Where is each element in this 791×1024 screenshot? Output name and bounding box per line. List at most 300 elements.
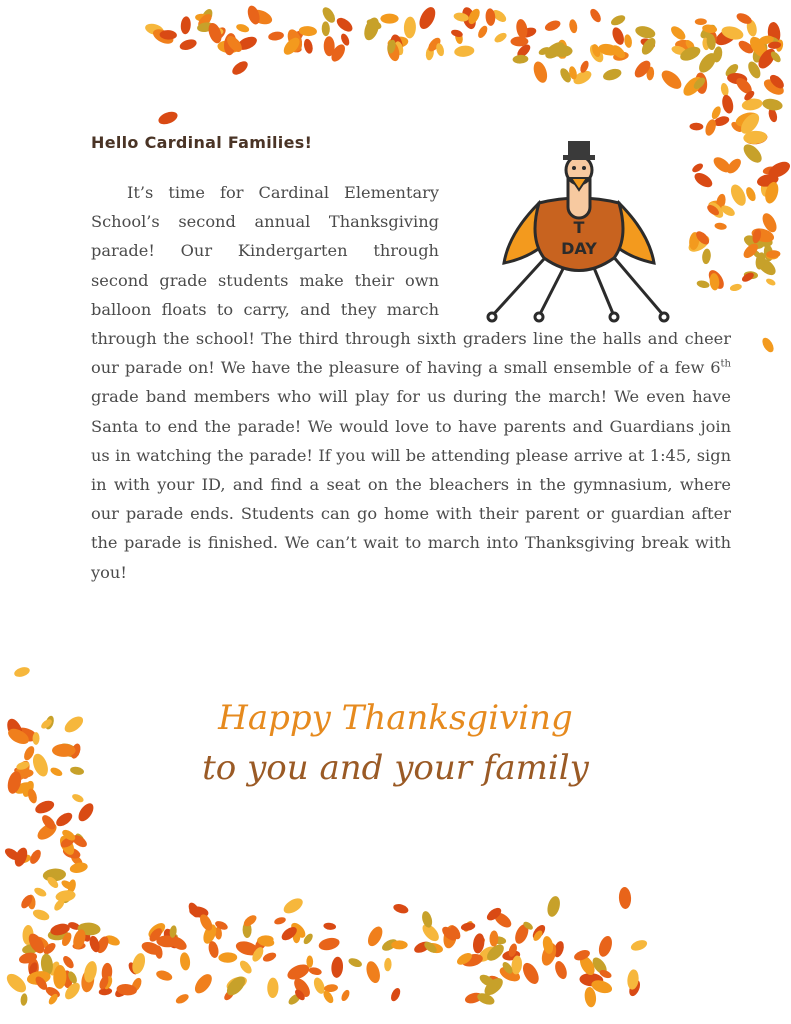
leaf-icon — [497, 964, 522, 984]
leaf-icon — [262, 951, 278, 964]
leaf-icon — [365, 924, 385, 948]
leaf-icon — [596, 934, 614, 958]
leaf-icon — [464, 991, 484, 1005]
leaf-icon — [487, 974, 504, 989]
leaf-icon — [501, 960, 515, 975]
leaf-icon — [238, 959, 254, 976]
leaf-icon — [709, 31, 717, 44]
leaf-icon — [291, 976, 313, 1000]
leaf-icon — [339, 32, 351, 47]
leaf-icon — [511, 955, 523, 975]
leaf-icon — [515, 42, 533, 59]
leaf-icon — [308, 966, 322, 976]
leaf-icon — [766, 159, 791, 181]
leaf-icon — [612, 51, 629, 62]
leaf-icon — [364, 960, 382, 985]
leaf-icon — [746, 60, 763, 81]
leaf-icon — [196, 12, 214, 30]
leaf-icon — [412, 939, 431, 955]
leaf-icon — [769, 50, 783, 64]
leaf-icon — [760, 336, 776, 354]
leaf-icon — [626, 969, 639, 990]
leaf-icon — [293, 929, 301, 943]
leaf-icon — [47, 928, 69, 941]
leaf-icon — [627, 978, 642, 997]
leaf-icon — [320, 5, 338, 25]
letter-body — [91, 178, 731, 587]
leaf-icon — [40, 953, 54, 976]
leaf-icon — [22, 925, 34, 945]
leaf-icon — [234, 939, 260, 958]
leaf-icon — [98, 987, 112, 996]
leaf-icon — [485, 905, 504, 922]
leaf-icon — [502, 949, 521, 961]
leaf-icon — [287, 992, 302, 1007]
leaf-icon — [21, 943, 40, 955]
leaf-icon — [294, 35, 302, 49]
leaf-icon — [13, 665, 31, 678]
leaf-icon — [165, 933, 178, 941]
leaf-icon — [698, 22, 718, 41]
leaf-icon — [77, 924, 93, 943]
leaf-icon — [67, 921, 81, 932]
leaf-icon — [26, 969, 52, 986]
leaf-icon — [4, 970, 30, 995]
leaf-icon — [26, 938, 36, 953]
leaf-icon — [380, 14, 398, 24]
leaf-icon — [692, 76, 707, 91]
leaf-icon — [199, 7, 215, 26]
leaf-icon — [167, 934, 189, 953]
closing-line-happy-thanksgiving: Happy Thanksgiving — [218, 698, 573, 738]
leaf-icon — [751, 228, 762, 244]
leaf-icon — [768, 41, 782, 49]
leaf-icon — [169, 925, 178, 938]
leaf-icon — [492, 910, 514, 931]
leaf-icon — [217, 40, 241, 54]
leaf-icon — [147, 926, 164, 944]
leaf-icon — [69, 853, 84, 868]
leaf-icon — [530, 923, 547, 941]
leaf-icon — [80, 969, 96, 993]
leaf-icon — [67, 879, 77, 894]
leaf-icon — [476, 991, 497, 1007]
leaf-icon — [545, 895, 562, 918]
leaf-icon — [116, 983, 137, 996]
leaf-icon — [420, 910, 433, 929]
leaf-icon — [744, 130, 768, 145]
leaf-icon — [579, 972, 604, 987]
leaf-icon — [384, 958, 392, 972]
leaf-icon — [28, 958, 39, 978]
turkey-label-t: T — [573, 218, 585, 237]
leaf-icon — [426, 36, 443, 54]
leaf-icon — [609, 13, 626, 27]
turkey-illustration — [439, 138, 731, 316]
leaf-icon — [44, 985, 62, 1000]
leaf-icon — [760, 211, 780, 235]
leaf-icon — [416, 5, 438, 32]
leaf-icon — [761, 97, 783, 112]
leaf-icon — [61, 888, 75, 905]
leaf-icon — [750, 226, 776, 245]
leaf-icon — [750, 39, 771, 64]
leaf-icon — [66, 970, 78, 985]
leaf-icon — [26, 788, 38, 805]
leaf-icon — [329, 42, 348, 64]
leaf-icon — [257, 935, 274, 945]
leaf-icon — [196, 21, 214, 33]
leaf-icon — [103, 933, 121, 947]
leaf-icon — [744, 186, 757, 203]
leaf-icon — [52, 897, 66, 912]
leaf-icon — [222, 988, 236, 1002]
leaf-icon — [279, 924, 299, 943]
leaf-icon — [47, 992, 60, 1006]
leaf-icon — [646, 66, 655, 80]
leaf-icon — [460, 6, 478, 31]
leaf-icon — [485, 8, 496, 26]
leaf-icon — [590, 978, 614, 995]
leaf-icon — [425, 46, 435, 61]
leaf-icon — [531, 60, 549, 85]
leaf-icon — [60, 828, 77, 843]
leaf-icon — [12, 846, 29, 869]
leaf-icon — [281, 35, 303, 58]
greeting-heading: Hello Cardinal Families! — [91, 133, 313, 152]
leaf-icon — [285, 961, 311, 982]
leaf-icon — [734, 110, 760, 129]
leaf-icon — [541, 935, 554, 955]
body-text-part1: It’s time for Cardinal Elementary School’s second annual Thanksgiving parade! Our Kindergarten through second grade students make their own balloon floats to carry, and they march through the school! The third through sixth graders line the halls and cheer our parade on! We have the pleasure of having a small ensemble of a few 6 — [91, 183, 731, 378]
leaf-icon — [179, 952, 191, 971]
leaf-icon — [248, 7, 274, 27]
leaf-icon — [440, 924, 459, 943]
leaf-icon — [639, 36, 658, 57]
body-text-part2: grade band members who will play for us during the march! We even have Santa to end the parade! We would love to have parents and Guardians join us in watching the parade! If you will be attending please arrive at 1:45, sign in with your ID, and find a seat on the bleachers in the gymnasium, where our parade ends. Students can go home with their parent or guardian after the parade is finished. We can’t wait to march into Thanksgiving break with you! — [91, 387, 731, 582]
leaf-icon — [53, 965, 67, 989]
leaf-icon — [235, 23, 250, 34]
leaf-icon — [454, 45, 475, 58]
leaf-icon — [476, 944, 498, 965]
leaf-icon — [751, 249, 762, 260]
leaf-icon — [744, 271, 759, 280]
leaf-icon — [230, 59, 250, 78]
leaf-icon — [740, 271, 755, 284]
leaf-icon — [552, 940, 566, 958]
leaf-icon — [102, 975, 113, 990]
leaf-icon — [712, 46, 724, 63]
leaf-icon — [195, 13, 210, 22]
leaf-icon — [610, 26, 626, 47]
leaf-icon — [289, 920, 308, 940]
leaf-icon — [127, 961, 140, 976]
leaf-icon — [281, 895, 305, 916]
leaf-icon — [775, 39, 784, 52]
leaf-icon — [435, 42, 445, 57]
leaf-icon — [689, 123, 703, 131]
leaf-icon — [95, 935, 111, 955]
leaf-icon — [19, 893, 34, 910]
leaf-icon — [543, 19, 561, 33]
leaf-icon — [287, 43, 302, 54]
leaf-icon — [246, 4, 262, 26]
leaf-icon — [553, 959, 569, 980]
leaf-icon — [685, 80, 700, 94]
leaf-icon — [178, 37, 198, 52]
leaf-icon — [59, 835, 76, 850]
leaf-icon — [713, 115, 731, 128]
leaf-icon — [391, 940, 408, 949]
leaf-icon — [721, 94, 735, 115]
leaf-icon — [425, 941, 444, 954]
leaf-icon — [729, 283, 742, 292]
leaf-icon — [45, 875, 60, 890]
leaf-icon — [703, 118, 717, 137]
leaf-icon — [389, 987, 402, 1003]
leaf-icon — [331, 956, 344, 978]
leaf-icon — [450, 28, 463, 38]
leaf-icon — [765, 277, 777, 287]
leaf-icon — [767, 21, 782, 45]
leaf-icon — [512, 922, 531, 945]
leaf-icon — [380, 937, 399, 953]
leaf-icon — [634, 24, 657, 40]
leaf-icon — [745, 19, 758, 38]
leaf-icon — [669, 24, 688, 43]
leaf-icon — [48, 960, 62, 977]
leaf-icon — [519, 26, 537, 40]
leaf-icon — [30, 976, 47, 985]
leaf-icon — [720, 82, 730, 97]
leaf-icon — [144, 22, 165, 37]
leaf-icon — [542, 39, 567, 62]
leaf-icon — [701, 26, 713, 43]
leaf-icon — [441, 924, 459, 950]
leaf-icon — [591, 43, 602, 58]
leaf-icon — [385, 40, 401, 63]
leaf-icon — [484, 941, 507, 963]
leaf-icon — [507, 943, 518, 958]
leaf-icon — [60, 878, 75, 891]
leaf-icon — [224, 33, 244, 54]
turkey-icon — [484, 138, 674, 328]
leaf-icon — [461, 952, 485, 969]
leaf-icon — [472, 933, 486, 955]
leaf-icon — [306, 955, 313, 967]
leaf-icon — [321, 989, 335, 1005]
leaf-icon — [766, 250, 781, 259]
leaf-icon — [140, 940, 163, 958]
leaf-icon — [466, 7, 482, 26]
leaf-icon — [159, 30, 177, 40]
leaf-icon — [571, 68, 593, 87]
leaf-icon — [538, 45, 552, 56]
leaf-icon — [61, 954, 76, 970]
leaf-icon — [188, 905, 209, 919]
leaf-icon — [713, 25, 740, 49]
leaf-icon — [573, 948, 592, 962]
leaf-icon — [192, 971, 216, 996]
leaf-icon — [54, 810, 75, 829]
leaf-icon — [696, 50, 719, 75]
leaf-icon — [273, 916, 286, 926]
leaf-icon — [743, 89, 756, 102]
leaf-icon — [364, 22, 378, 36]
leaf-icon — [471, 936, 486, 950]
leaf-icon — [551, 45, 573, 57]
leaf-icon — [678, 44, 702, 64]
leaf-icon — [27, 894, 37, 909]
leaf-icon — [62, 980, 83, 1002]
leaf-icon — [317, 936, 340, 952]
leaf-icon — [684, 38, 697, 52]
leaf-icon — [481, 975, 505, 998]
leaf-icon — [33, 974, 49, 991]
leaf-icon — [60, 931, 73, 947]
leaf-icon — [598, 968, 612, 979]
leaf-icon — [544, 943, 556, 958]
leaf-icon — [365, 17, 383, 31]
leaf-icon — [77, 922, 101, 936]
leaf-icon — [71, 792, 85, 803]
leaf-icon — [602, 67, 623, 82]
leaf-icon — [366, 20, 378, 36]
leaf-icon — [214, 919, 229, 931]
leaf-icon — [658, 67, 684, 92]
leaf-icon — [33, 886, 48, 898]
leaf-icon — [512, 54, 528, 63]
leaf-icon — [250, 945, 265, 963]
leaf-icon — [476, 24, 489, 39]
leaf-icon — [321, 21, 330, 36]
leaf-icon — [639, 36, 656, 50]
leaf-icon — [632, 58, 654, 80]
closing-line-family: to you and your family — [202, 748, 589, 788]
leaf-icon — [201, 923, 219, 946]
leaf-icon — [186, 901, 201, 919]
leaf-icon — [151, 26, 176, 46]
leaf-icon — [324, 984, 339, 993]
leaf-icon — [759, 174, 775, 197]
leaf-icon — [268, 31, 285, 42]
leaf-icon — [493, 31, 508, 44]
leaf-icon — [57, 834, 77, 858]
leaf-icon — [559, 44, 567, 58]
leaf-icon — [225, 974, 249, 993]
leaf-icon — [587, 42, 606, 64]
leaf-icon — [489, 930, 498, 946]
leaf-icon — [347, 956, 363, 968]
leaf-icon — [156, 935, 178, 948]
leaf-icon — [695, 18, 707, 25]
leaf-icon — [766, 35, 782, 49]
leaf-icon — [490, 8, 508, 25]
leaf-icon — [754, 252, 766, 271]
leaf-icon — [768, 72, 787, 91]
leaf-icon — [766, 253, 779, 260]
leaf-icon — [460, 921, 476, 931]
leaf-icon — [734, 75, 755, 96]
leaf-icon — [323, 922, 336, 930]
leaf-icon — [40, 813, 58, 832]
leaf-icon — [568, 66, 578, 81]
leaf-icon — [130, 952, 147, 976]
leaf-icon — [728, 182, 749, 208]
leaf-icon — [252, 934, 269, 953]
leaf-icon — [694, 72, 708, 95]
leaf-icon — [236, 34, 259, 53]
leaf-icon — [61, 845, 81, 860]
leaf-icon — [702, 37, 710, 50]
leaf-icon — [387, 35, 409, 49]
leaf-icon — [492, 935, 507, 945]
leaf-icon — [767, 107, 778, 123]
leaf-icon — [72, 942, 85, 950]
leaf-icon — [726, 72, 747, 86]
leaf-icon — [758, 35, 774, 46]
leaf-icon — [763, 244, 774, 262]
leaf-icon — [207, 940, 220, 959]
leaf-icon — [735, 11, 753, 26]
leaf-icon — [174, 992, 190, 1005]
leaf-icon — [422, 940, 438, 955]
leaf-icon — [31, 908, 50, 923]
leaf-icon — [76, 801, 97, 824]
leaf-icon — [74, 832, 87, 846]
leaf-icon — [520, 960, 542, 986]
leaf-icon — [710, 105, 723, 121]
leaf-icon — [577, 953, 598, 977]
leaf-icon — [198, 912, 215, 932]
leaf-icon — [33, 935, 50, 951]
leaf-icon — [98, 974, 111, 990]
leaf-icon — [590, 955, 610, 977]
leaf-icon — [157, 109, 180, 126]
leaf-icon — [82, 960, 99, 984]
leaf-icon — [113, 982, 132, 999]
leaf-icon — [62, 970, 74, 989]
leaf-icon — [71, 928, 88, 951]
leaf-icon — [27, 961, 39, 976]
leaf-icon — [223, 32, 237, 55]
leaf-icon — [747, 34, 771, 60]
leaf-icon — [69, 861, 89, 875]
leaf-icon — [224, 973, 249, 998]
leaf-icon — [155, 969, 174, 983]
leaf-icon — [209, 25, 228, 44]
turkey-label-day: DAY — [561, 239, 597, 258]
leaf-icon — [558, 66, 573, 84]
leaf-icon — [539, 941, 559, 967]
leaf-icon — [750, 232, 774, 250]
leaf-icon — [618, 887, 631, 910]
leaf-icon — [288, 28, 306, 45]
leaf-icon — [609, 43, 627, 61]
leaf-icon — [256, 935, 275, 948]
leaf-icon — [738, 110, 763, 137]
leaf-icon — [334, 15, 355, 34]
leaf-icon — [208, 27, 223, 36]
leaf-icon — [741, 97, 763, 112]
leaf-icon — [515, 18, 529, 39]
leaf-icon — [680, 74, 705, 99]
leaf-icon — [324, 36, 335, 56]
leaf-icon — [404, 16, 417, 38]
leaf-icon — [742, 233, 766, 252]
leaf-icon — [312, 976, 327, 995]
leaf-icon — [214, 927, 222, 940]
